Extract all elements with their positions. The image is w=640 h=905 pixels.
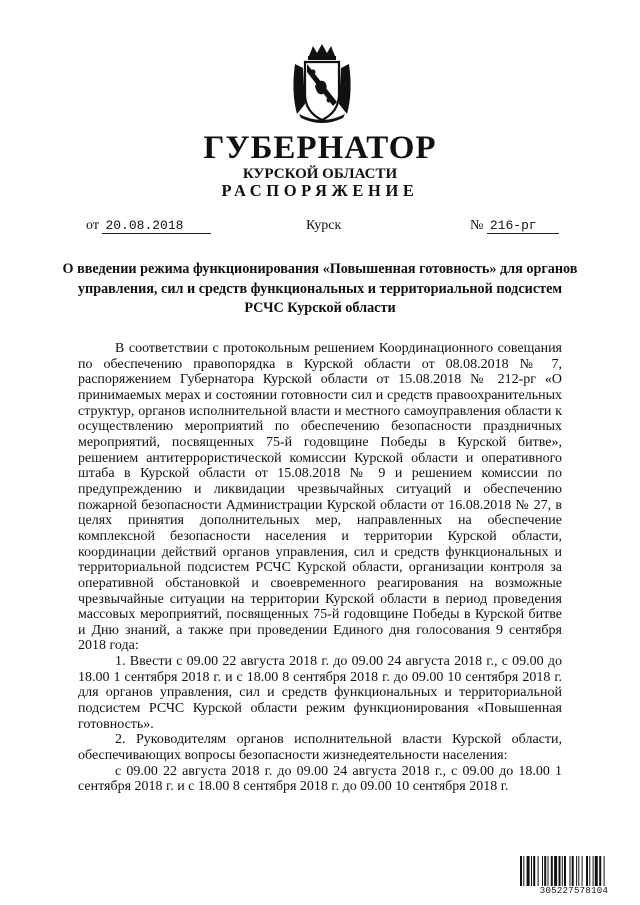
city-name: Курск [306,218,342,233]
number-prefix: № [470,218,484,233]
item-1-paragraph: 1. Ввести с 09.00 22 августа 2018 г. до 09.00 24 августа 2018 г., с 09.00 до 18.00 1 сентября 2018 г. и с 18.00 8 сентября 2018 г. до 09.00 10 сентября 2018 г. для органов управления, сил и средств функциональных и территориальной подсистем РСЧС Курской области режим функционирования «Повышенная готовность». [78,654,562,732]
number-field [470,218,559,234]
document-type: РАСПОРЯЖЕНИЕ [221,181,419,200]
barcode-number: 305227578104 [539,886,609,896]
document-subject: О введении режима функционирования «Повышенная готовность» для органов управления, сил и средств функциональных и территориальной подсистем РСЧС Курской области [62,261,578,316]
region-name: КУРСКОЙ ОБЛАСТИ [242,166,398,182]
coat-of-arms-icon [289,42,355,126]
item-2-paragraph: 2. Руководителям органов исполнительной власти Курской области, обеспечивающих вопросы безопасности жизнедеятельности населения: [78,732,562,764]
date-field [86,218,211,234]
preamble-paragraph: В соответствии с протокольным решением Координационного совещания по обеспечению правопорядка в Курской области от 08.08.2018 № 7, распоряжением Губернатора Курской области от 15.08.2018 № 212-рг «О принимаемых мерах и состоянии готовности сил и средств правоохранительных структур, органов исполнительной власти и местного самоуправления области к осуществлению мероприятий по обеспечению безопасности праздничных мероприятий, посвященных 75-й годовщине Победы в Курской битве», решением антитеррористической комиссии Курской области и оперативного штаба в Курской области от 15.08.2018 № 9 и решением комиссии по предупреждению и ликвидации чрезвычайных ситуаций и обеспечению пожарной безопасности Администрации Курской области от 16.08.2018 № 27, в целях принятия дополнительных мер, направленных на обеспечение комплексной безопасности населения и территории Курской области, координации действий органов управления, сил и средств функциональных и территориальной подсистем РСЧС Курской области, организации контроля за оперативной обстановкой и своевременного реагирования на возможные чрезвычайные ситуации на территории Курской области в период проведения массовых мероприятий, посвященных 75-й годовщине Победы в Курской битве и Дню знаний, а также при проведении Единого дня голосования 9 сентября 2018 года: [78,341,562,654]
date-value: 20.08.2018 [102,218,185,234]
governor-title: ГУБЕРНАТОР [203,130,437,166]
barcode-icon [520,856,628,886]
document-body [78,341,562,795]
number-value: 216-рг [487,218,559,234]
date-underline [185,218,211,234]
date-prefix: от [86,218,99,233]
item-2-continuation: с 09.00 22 августа 2018 г. до 09.00 24 августа 2018 г., с 09.00 до 18.00 1 сентября 2018 г. и с 18.00 8 сентября 2018 г. до 09.00 10 сентября 2018 г. [78,763,562,795]
